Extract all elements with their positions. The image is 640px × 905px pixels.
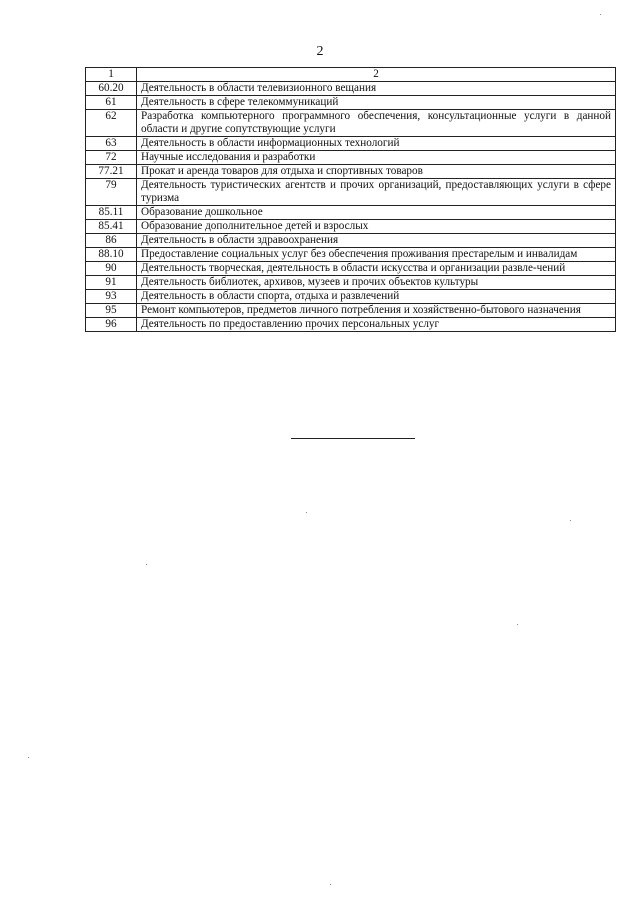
activity-code: 85.11 bbox=[86, 206, 137, 220]
scan-speck bbox=[570, 520, 571, 521]
activity-description: Деятельность в области информационных технологий bbox=[137, 137, 616, 151]
table-row bbox=[86, 82, 616, 96]
activity-description: Предоставление социальных услуг без обеспечения проживания престарелым и инвалидам bbox=[137, 248, 616, 262]
activity-description: Деятельность творческая, деятельность в области искусства и организации развле-чений bbox=[137, 262, 616, 276]
activity-description: Деятельность туристических агентств и прочих организаций, предоставляющих услуги в сфере туризма bbox=[137, 179, 616, 206]
activity-code: 96 bbox=[86, 318, 137, 332]
table-row bbox=[86, 110, 616, 137]
okved-activity-table bbox=[85, 67, 616, 332]
scan-speck bbox=[517, 624, 518, 625]
activity-code: 77.21 bbox=[86, 165, 137, 179]
activity-description: Деятельность в сфере телекоммуникаций bbox=[137, 96, 616, 110]
activity-code: 91 bbox=[86, 276, 137, 290]
activity-code: 90 bbox=[86, 262, 137, 276]
activity-code: 72 bbox=[86, 151, 137, 165]
activity-description: Деятельность библиотек, архивов, музеев и прочих объектов культуры bbox=[137, 276, 616, 290]
activity-code: 85.41 bbox=[86, 220, 137, 234]
scan-speck bbox=[28, 757, 29, 758]
table-row bbox=[86, 220, 616, 234]
table-row bbox=[86, 290, 616, 304]
activity-description: Деятельность по предоставлению прочих персональных услуг bbox=[137, 318, 616, 332]
table-row bbox=[86, 137, 616, 151]
activity-description: Образование дошкольное bbox=[137, 206, 616, 220]
activity-description: Прокат и аренда товаров для отдыха и спортивных товаров bbox=[137, 165, 616, 179]
table-row bbox=[86, 151, 616, 165]
activity-description: Деятельность в области телевизионного вещания bbox=[137, 82, 616, 96]
table-row bbox=[86, 318, 616, 332]
activity-description: Деятельность в области здравоохранения bbox=[137, 234, 616, 248]
table-row bbox=[86, 206, 616, 220]
table-row bbox=[86, 276, 616, 290]
table-header-row bbox=[86, 68, 616, 82]
activity-description: Научные исследования и разработки bbox=[137, 151, 616, 165]
table-row bbox=[86, 96, 616, 110]
activity-code: 63 bbox=[86, 137, 137, 151]
column-header-description: 2 bbox=[137, 68, 616, 82]
table-row bbox=[86, 262, 616, 276]
activity-description: Ремонт компьютеров, предметов личного потребления и хозяйственно-бытового назначения bbox=[137, 304, 616, 318]
activity-code: 88.10 bbox=[86, 248, 137, 262]
table-row bbox=[86, 248, 616, 262]
activity-code: 60.20 bbox=[86, 82, 137, 96]
end-of-document-rule bbox=[291, 438, 415, 439]
table-row bbox=[86, 234, 616, 248]
activity-description: Деятельность в области спорта, отдыха и развлечений bbox=[137, 290, 616, 304]
table-row bbox=[86, 179, 616, 206]
scan-speck bbox=[600, 14, 601, 15]
table-row bbox=[86, 165, 616, 179]
activity-code: 61 bbox=[86, 96, 137, 110]
table-row bbox=[86, 304, 616, 318]
scan-speck bbox=[306, 512, 307, 513]
activity-description: Разработка компьютерного программного обеспечения, консультационные услуги в данной области и другие сопутствующие услуги bbox=[137, 110, 616, 137]
activity-code: 79 bbox=[86, 179, 137, 206]
activity-description: Образование дополнительное детей и взрослых bbox=[137, 220, 616, 234]
page-number: 2 bbox=[316, 44, 324, 59]
activity-code: 93 bbox=[86, 290, 137, 304]
scan-speck bbox=[146, 564, 147, 565]
scan-speck bbox=[330, 884, 331, 885]
column-header-code: 1 bbox=[86, 68, 137, 82]
activity-code: 86 bbox=[86, 234, 137, 248]
activity-code: 95 bbox=[86, 304, 137, 318]
activity-code: 62 bbox=[86, 110, 137, 137]
